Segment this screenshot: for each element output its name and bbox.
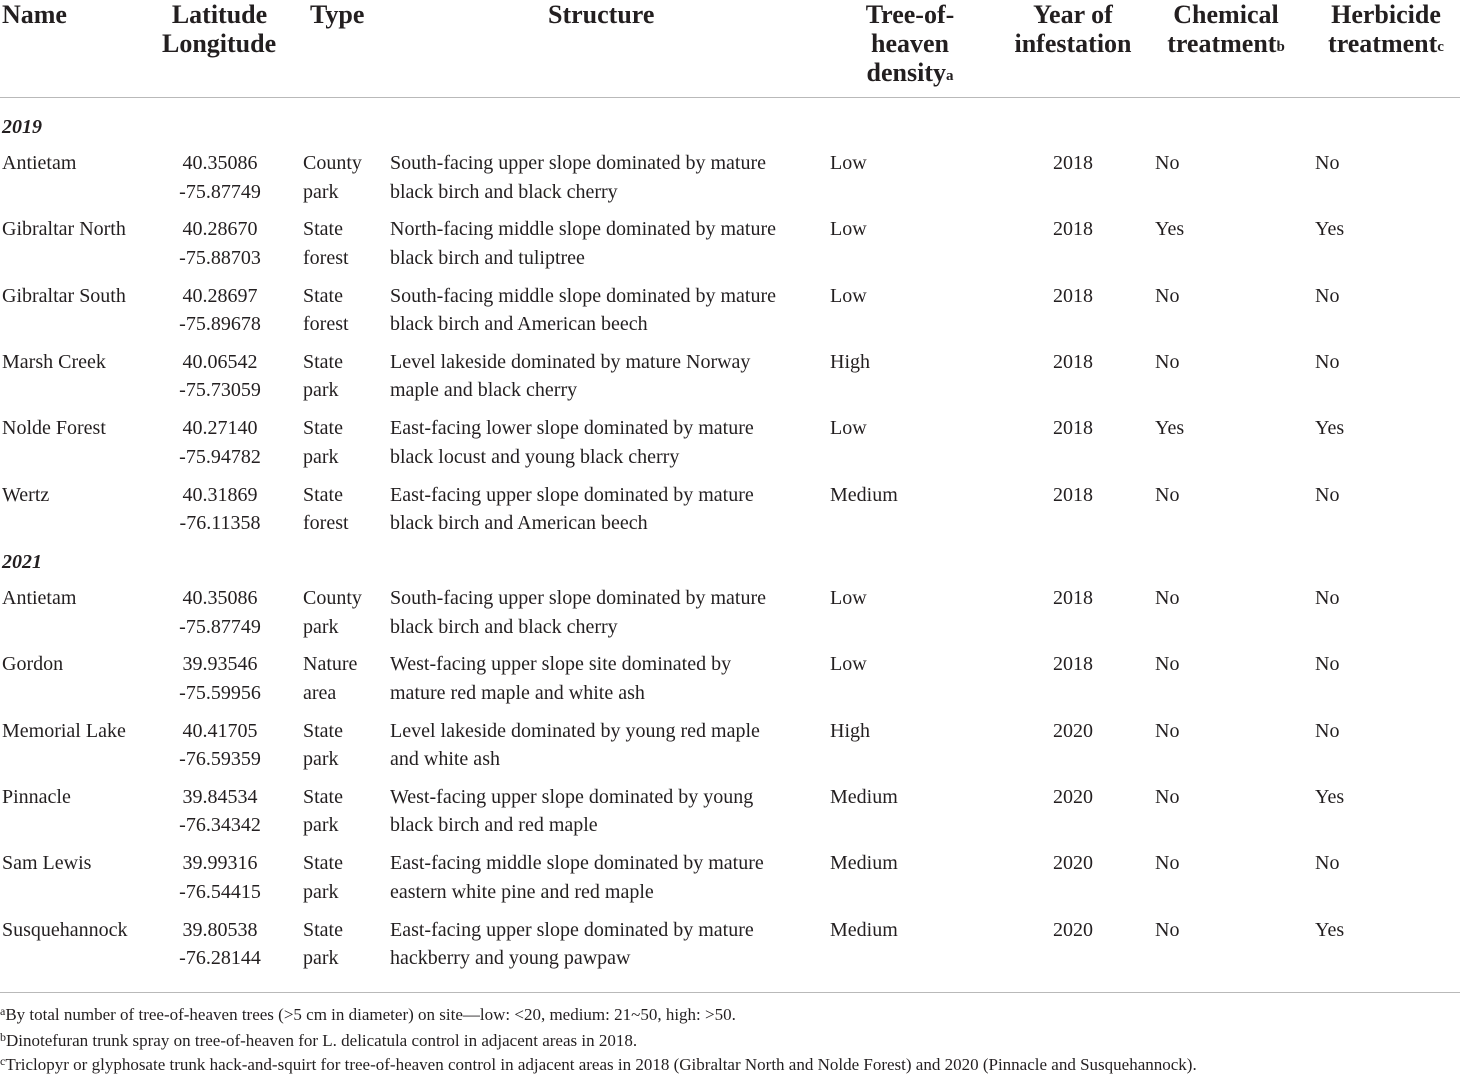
header-latlon <box>162 0 277 58</box>
cell-structure <box>390 348 830 405</box>
cell-structure <box>390 414 830 471</box>
cell-structure-line: black locust and young black cherry <box>390 445 680 468</box>
header-density-line1: Tree-of- <box>865 0 955 29</box>
cell-structure-line: hackberry and young pawpaw <box>390 947 631 969</box>
cell-latlon <box>165 916 275 973</box>
cell-latlon-line: -76.34342 <box>179 814 261 837</box>
cell-structure-line: South-facing upper slope dominated by mature <box>390 587 767 609</box>
cell-name-line: Memorial Lake <box>2 719 126 742</box>
cell-name-line: Antietam <box>2 152 77 174</box>
footnote-mark: c <box>0 1054 6 1068</box>
cell-chemical-line: No <box>1155 852 1180 875</box>
cell-latlon-line: -75.88703 <box>179 246 261 269</box>
cell-year-line: 2018 <box>1053 350 1093 373</box>
cell-latlon <box>165 481 275 538</box>
cell-herbicide-line: Yes <box>1315 785 1345 808</box>
cell-type-line: Nature <box>303 653 358 676</box>
cell-density <box>830 650 930 679</box>
cell-structure <box>390 481 830 538</box>
cell-type-line: park <box>303 880 339 903</box>
cell-name-line: Wertz <box>2 483 50 506</box>
cell-latlon-line: -75.87749 <box>179 180 261 203</box>
cell-chemical-line: No <box>1155 785 1180 808</box>
cell-name-line: Nolde Forest <box>2 417 106 440</box>
cell-herbicide <box>1315 584 1395 613</box>
cell-density-line: Low <box>830 417 867 440</box>
header-year <box>1010 0 1136 58</box>
cell-structure <box>390 149 830 206</box>
cell-chemical-line: No <box>1155 152 1180 174</box>
cell-year <box>1033 348 1113 377</box>
cell-type-line: forest <box>303 246 349 269</box>
cell-year <box>1033 783 1113 812</box>
cell-name-line: Pinnacle <box>2 785 71 808</box>
cell-name <box>2 282 167 311</box>
cell-latlon-line: -76.11358 <box>179 512 261 534</box>
cell-density-line: High <box>830 350 870 373</box>
cell-chemical <box>1155 584 1235 613</box>
cell-structure-line: Level lakeside dominated by young red maple <box>390 719 760 742</box>
cell-density-line: Medium <box>830 918 898 941</box>
cell-type-line: park <box>303 445 339 468</box>
cell-density-line: Low <box>830 284 867 307</box>
cell-year <box>1033 650 1113 679</box>
cell-year <box>1033 414 1113 443</box>
cell-year-line: 2020 <box>1053 785 1093 808</box>
cell-type-line: State <box>303 284 343 307</box>
cell-herbicide-line: No <box>1315 653 1340 676</box>
cell-name-line: Gibraltar North <box>2 218 126 241</box>
cell-structure-line: Level lakeside dominated by mature Norway <box>390 350 751 373</box>
cell-type <box>303 282 383 339</box>
cell-type <box>303 916 383 973</box>
cell-name <box>2 584 167 613</box>
cell-density <box>830 849 930 878</box>
header-chemical-line2: treatment <box>1167 29 1277 58</box>
cell-latlon-line: 40.31869 <box>182 483 258 506</box>
cell-density <box>830 282 930 311</box>
cell-year <box>1033 849 1113 878</box>
footnote-mark-a: a <box>945 68 954 84</box>
cell-type-line: park <box>303 814 339 837</box>
header-structure: Structure <box>548 0 655 29</box>
cell-type <box>303 783 383 840</box>
cell-chemical-line: No <box>1155 284 1180 307</box>
header-chemical <box>1163 0 1289 58</box>
cell-latlon-line: -76.59359 <box>179 748 261 771</box>
cell-type-line: park <box>303 379 339 402</box>
cell-name-line: Gibraltar South <box>2 284 126 307</box>
cell-type-line: area <box>303 681 337 704</box>
cell-type-line: park <box>303 748 339 771</box>
cell-latlon <box>165 584 275 641</box>
cell-herbicide-line: No <box>1315 284 1340 307</box>
cell-year <box>1033 481 1113 510</box>
cell-latlon-line: 39.99316 <box>182 852 258 875</box>
cell-density <box>830 414 930 443</box>
cell-chemical-line: No <box>1155 918 1180 941</box>
cell-chemical <box>1155 783 1235 812</box>
cell-year <box>1033 215 1113 244</box>
cell-structure-line: mature red maple and white ash <box>390 681 645 704</box>
cell-latlon <box>165 282 275 339</box>
cell-herbicide <box>1315 348 1395 377</box>
cell-structure-line: East-facing upper slope dominated by mature <box>390 918 754 941</box>
cell-herbicide-line: No <box>1315 350 1340 373</box>
cell-type-line: State <box>303 918 343 941</box>
cell-structure <box>390 215 830 272</box>
cell-type <box>303 717 383 774</box>
cell-density <box>830 215 930 244</box>
cell-type-line: forest <box>303 512 349 534</box>
cell-name-line: Gordon <box>2 653 64 676</box>
cell-herbicide <box>1315 650 1395 679</box>
cell-herbicide-line: No <box>1315 483 1340 506</box>
cell-herbicide-line: Yes <box>1315 218 1345 241</box>
cell-chemical-line: No <box>1155 483 1180 506</box>
cell-name-line: Antietam <box>2 587 77 609</box>
cell-year-line: 2020 <box>1053 918 1093 941</box>
cell-chemical <box>1155 650 1235 679</box>
cell-latlon-line: -75.89678 <box>179 313 261 336</box>
cell-type-line: park <box>303 615 339 638</box>
cell-density-line: Medium <box>830 483 898 506</box>
cell-structure-line: West-facing upper slope dominated by young <box>390 785 754 808</box>
cell-structure-line: South-facing upper slope dominated by mature <box>390 152 767 174</box>
cell-latlon <box>165 717 275 774</box>
cell-chemical <box>1155 717 1235 746</box>
cell-latlon-line: 40.27140 <box>182 417 258 440</box>
cell-name <box>2 650 167 679</box>
cell-type <box>303 849 383 906</box>
cell-name-line: Susquehannock <box>2 918 128 941</box>
cell-latlon-line: -76.28144 <box>179 947 261 969</box>
cell-name <box>2 481 167 510</box>
cell-herbicide <box>1315 481 1395 510</box>
footnote <box>0 1003 736 1026</box>
header-name: Name <box>2 0 67 29</box>
cell-latlon <box>165 215 275 272</box>
cell-latlon-line: 40.35086 <box>182 152 258 174</box>
cell-latlon-line: 40.06542 <box>182 350 258 373</box>
cell-year-line: 2018 <box>1053 417 1093 440</box>
cell-herbicide-line: No <box>1315 152 1340 174</box>
cell-structure-line: North-facing middle slope dominated by mature <box>390 218 777 241</box>
cell-latlon <box>165 849 275 906</box>
cell-type-line: State <box>303 218 343 241</box>
cell-structure <box>390 584 830 641</box>
cell-density-line: Medium <box>830 785 898 808</box>
cell-type-line: County <box>303 587 362 609</box>
cell-year-line: 2020 <box>1053 719 1093 742</box>
footnote-mark: a <box>0 1004 6 1018</box>
cell-latlon-line: 40.41705 <box>182 719 258 742</box>
cell-density <box>830 348 930 377</box>
cell-type <box>303 215 383 272</box>
cell-latlon <box>165 650 275 707</box>
header-chemical-line1: Chemical <box>1173 0 1279 29</box>
cell-chemical-line: No <box>1155 587 1180 609</box>
cell-chemical <box>1155 481 1235 510</box>
cell-density <box>830 717 930 746</box>
cell-chemical-line: Yes <box>1155 218 1185 241</box>
cell-chemical <box>1155 916 1235 945</box>
cell-herbicide-line: No <box>1315 719 1340 742</box>
cell-year-line: 2018 <box>1053 284 1093 307</box>
cell-herbicide <box>1315 916 1395 945</box>
header-year-line1: Year of <box>1033 0 1113 29</box>
cell-name <box>2 348 167 377</box>
cell-structure-line: South-facing middle slope dominated by mature <box>390 284 777 307</box>
cell-structure-line: black birch and black cherry <box>390 615 618 638</box>
cell-structure-line: eastern white pine and red maple <box>390 880 654 903</box>
group-label: 2019 <box>2 116 42 138</box>
cell-structure <box>390 783 830 840</box>
cell-type-line: State <box>303 719 343 742</box>
cell-type <box>303 149 383 206</box>
cell-herbicide-line: Yes <box>1315 918 1345 941</box>
cell-year-line: 2018 <box>1053 653 1093 676</box>
cell-latlon-line: 40.28697 <box>182 284 258 307</box>
cell-latlon <box>165 348 275 405</box>
cell-herbicide <box>1315 149 1395 178</box>
cell-chemical <box>1155 215 1235 244</box>
cell-herbicide <box>1315 717 1395 746</box>
cell-latlon-line: -76.54415 <box>179 880 261 903</box>
cell-name <box>2 717 167 746</box>
cell-structure <box>390 650 830 707</box>
cell-density-line: Low <box>830 152 867 174</box>
cell-year <box>1033 149 1113 178</box>
footer-rule <box>0 992 1460 993</box>
cell-structure <box>390 916 830 973</box>
cell-chemical-line: No <box>1155 350 1180 373</box>
cell-chemical <box>1155 348 1235 377</box>
cell-type-line: State <box>303 785 343 808</box>
header-density-line3: density <box>866 58 946 87</box>
cell-density-line: Low <box>830 218 867 241</box>
footnote-mark-b: b <box>1276 39 1285 55</box>
cell-year-line: 2020 <box>1053 852 1093 875</box>
header-rule <box>0 97 1460 98</box>
footnote-text: Triclopyr or glyphosate trunk hack-and-squirt for tree-of-heaven control in adjacent areas in 2018 (Gibraltar North and Nolde Forest) and 2020 (Pinnacle and Susquehannock). <box>5 1055 1197 1074</box>
cell-structure <box>390 717 830 774</box>
cell-density-line: High <box>830 719 870 742</box>
cell-herbicide <box>1315 783 1395 812</box>
cell-density-line: Low <box>830 587 867 609</box>
cell-name-line: Sam Lewis <box>2 852 92 875</box>
cell-herbicide-line: No <box>1315 587 1340 609</box>
cell-type-line: park <box>303 947 339 969</box>
cell-name <box>2 916 167 945</box>
cell-chemical-line: No <box>1155 719 1180 742</box>
footnote-mark-c: c <box>1437 39 1444 55</box>
cell-structure-line: and white ash <box>390 748 500 771</box>
cell-type-line: park <box>303 180 339 203</box>
cell-name-line: Marsh Creek <box>2 350 106 373</box>
cell-latlon <box>165 149 275 206</box>
cell-structure-line: West-facing upper slope site dominated by <box>390 653 732 676</box>
cell-year <box>1033 584 1113 613</box>
cell-chemical <box>1155 414 1235 443</box>
cell-herbicide <box>1315 849 1395 878</box>
cell-year-line: 2018 <box>1053 218 1093 241</box>
cell-herbicide-line: Yes <box>1315 417 1345 440</box>
cell-density <box>830 481 930 510</box>
cell-structure-line: East-facing lower slope dominated by mature <box>390 417 754 440</box>
cell-latlon-line: 39.84534 <box>182 785 258 808</box>
cell-chemical-line: Yes <box>1155 417 1185 440</box>
header-herbicide-line1: Herbicide <box>1331 0 1441 29</box>
cell-name <box>2 149 167 178</box>
cell-structure-line: East-facing upper slope dominated by mature <box>390 483 754 506</box>
cell-latlon-line: -75.87749 <box>179 615 261 638</box>
cell-density <box>830 149 930 178</box>
cell-chemical <box>1155 849 1235 878</box>
cell-density-line: Low <box>830 653 867 676</box>
cell-chemical <box>1155 149 1235 178</box>
cell-latlon-line: 39.93546 <box>182 653 258 676</box>
header-longitude: Longitude <box>162 29 277 58</box>
cell-year <box>1033 717 1113 746</box>
header-density <box>860 0 960 87</box>
cell-density <box>830 783 930 812</box>
cell-year <box>1033 282 1113 311</box>
cell-structure-line: black birch and red maple <box>390 814 598 837</box>
cell-type-line: State <box>303 417 343 440</box>
cell-density-line: Medium <box>830 852 898 875</box>
header-herbicide <box>1323 0 1449 58</box>
cell-type <box>303 584 383 641</box>
cell-herbicide <box>1315 282 1395 311</box>
footnote <box>0 1029 637 1052</box>
cell-structure <box>390 282 830 339</box>
cell-type <box>303 481 383 538</box>
cell-name <box>2 783 167 812</box>
cell-herbicide-line: No <box>1315 852 1340 875</box>
cell-structure-line: black birch and tuliptree <box>390 246 585 269</box>
cell-latlon <box>165 414 275 471</box>
header-herbicide-line2: treatment <box>1328 29 1438 58</box>
header-density-line2: heaven <box>871 29 949 58</box>
cell-herbicide <box>1315 414 1395 443</box>
cell-year-line: 2018 <box>1053 587 1093 609</box>
cell-type-line: forest <box>303 313 349 336</box>
header-type: Type <box>310 0 365 29</box>
cell-structure-line: black birch and American beech <box>390 512 648 534</box>
cell-name <box>2 849 167 878</box>
cell-latlon-line: 40.28670 <box>182 218 258 241</box>
group-label: 2021 <box>2 551 42 573</box>
footnote-text: Dinotefuran trunk spray on tree-of-heaven for L. delicatula control in adjacent areas in 2018. <box>6 1031 638 1050</box>
cell-type-line: State <box>303 852 343 875</box>
cell-type-line: State <box>303 350 343 373</box>
cell-year-line: 2018 <box>1053 152 1093 174</box>
cell-name <box>2 414 167 443</box>
cell-chemical <box>1155 282 1235 311</box>
cell-latlon-line: -75.73059 <box>179 379 261 402</box>
cell-density <box>830 584 930 613</box>
cell-structure-line: black birch and American beech <box>390 313 648 336</box>
footnote <box>0 1053 1197 1076</box>
header-year-line2: infestation <box>1014 29 1132 58</box>
cell-chemical-line: No <box>1155 653 1180 676</box>
cell-type-line: County <box>303 152 362 174</box>
cell-structure-line: black birch and black cherry <box>390 180 618 203</box>
cell-latlon-line: -75.94782 <box>179 445 261 468</box>
cell-year <box>1033 916 1113 945</box>
cell-latlon-line: -75.59956 <box>179 681 261 704</box>
cell-latlon-line: 39.80538 <box>182 918 258 941</box>
cell-structure-line: East-facing middle slope dominated by mature <box>390 852 764 875</box>
cell-year-line: 2018 <box>1053 483 1093 506</box>
cell-structure <box>390 849 830 906</box>
cell-type <box>303 348 383 405</box>
cell-type-line: State <box>303 483 343 506</box>
cell-herbicide <box>1315 215 1395 244</box>
cell-latlon-line: 40.35086 <box>182 587 258 609</box>
cell-structure-line: maple and black cherry <box>390 379 578 402</box>
footnote-text: By total number of tree-of-heaven trees (>5 cm in diameter) on site—low: <20, medium: 21~50, high: >50. <box>5 1005 736 1024</box>
footnote-mark: b <box>0 1030 6 1044</box>
cell-name <box>2 215 167 244</box>
cell-type <box>303 650 383 707</box>
cell-latlon <box>165 783 275 840</box>
header-latitude: Latitude <box>171 0 268 29</box>
cell-type <box>303 414 383 471</box>
cell-density <box>830 916 930 945</box>
